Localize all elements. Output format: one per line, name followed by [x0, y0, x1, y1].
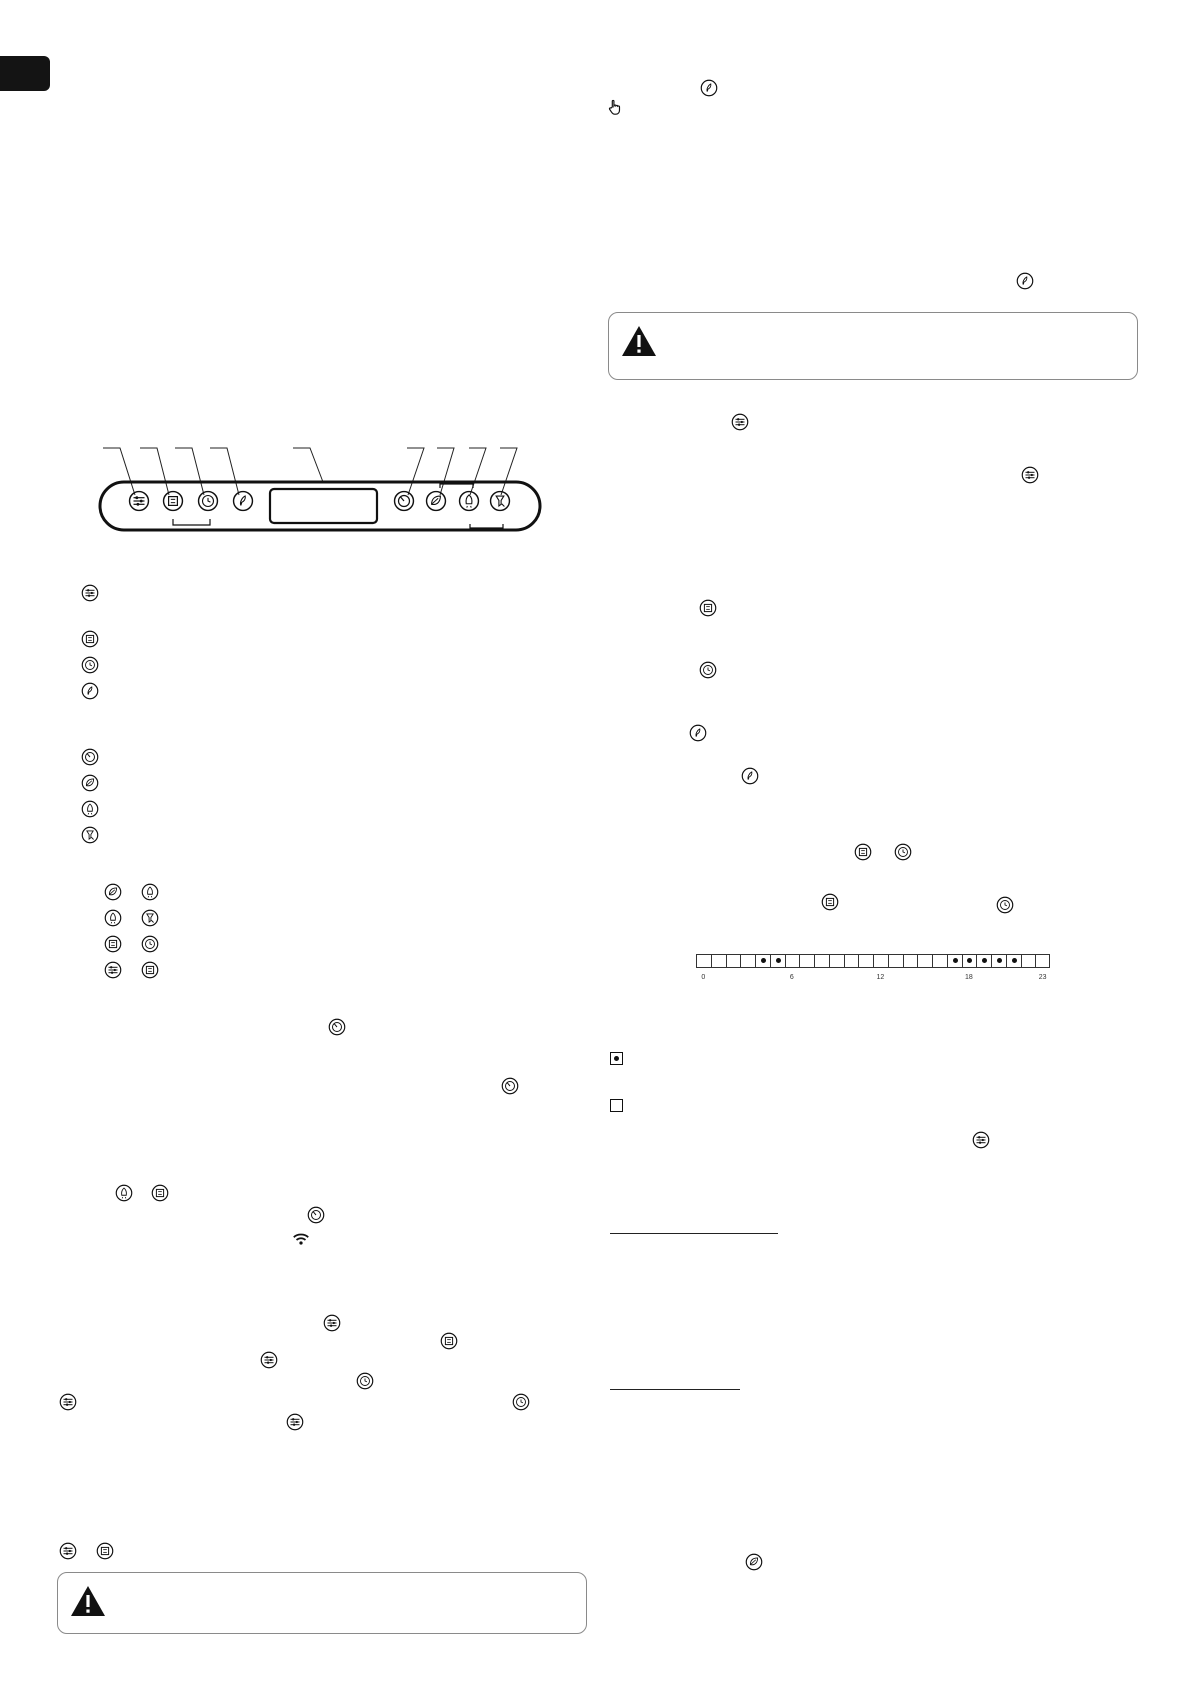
timeline-hour-cell: [932, 954, 947, 968]
panel-eco-button[interactable]: [425, 490, 447, 512]
timeline-hour-cell: [888, 954, 903, 968]
program-icon: [821, 893, 839, 911]
language-tab: [0, 56, 50, 91]
combo-2-filter-icon: [141, 909, 159, 927]
clock-icon: [699, 661, 717, 679]
timeline-hour-cell: [799, 954, 814, 968]
program-icon: [699, 599, 717, 617]
program-icon: [440, 1332, 458, 1350]
warning-icon: [621, 325, 657, 357]
program-icon: [96, 1542, 114, 1560]
combo-1-leaf-icon: [104, 883, 122, 901]
timeline-hour-cell: [873, 954, 888, 968]
fan-icon: [1016, 272, 1034, 290]
rocket-icon: [81, 800, 99, 818]
panel-mode-button[interactable]: [128, 490, 150, 512]
timeline-tick-label: 6: [789, 974, 794, 981]
program-icon: [151, 1184, 169, 1202]
fan-icon: [741, 767, 759, 785]
timeline-hour-cell: [829, 954, 844, 968]
sliders-icon: [59, 1542, 77, 1560]
timeline-hour-cell: [962, 954, 977, 968]
checkbox-empty: [610, 1099, 623, 1112]
program-icon: [854, 843, 872, 861]
combo-4-program-icon: [141, 961, 159, 979]
clock-icon: [512, 1393, 530, 1411]
timeline-hour-cell: [903, 954, 918, 968]
power-icon: [81, 748, 99, 766]
clock-icon: [81, 656, 99, 674]
wifi-icon: [292, 1230, 310, 1248]
panel-program-button[interactable]: [162, 490, 184, 512]
sliders-icon: [81, 584, 99, 602]
combo-3-program-icon: [104, 935, 122, 953]
hand-pointer-icon: [606, 98, 624, 116]
fan-icon: [81, 682, 99, 700]
timeline-hour-cell: [1035, 954, 1050, 968]
sliders-icon: [323, 1314, 341, 1332]
timeline-hour-cell: [976, 954, 991, 968]
timeline-hour-cell: [740, 954, 755, 968]
timeline-active-dot: [982, 958, 987, 963]
fan-icon: [689, 724, 707, 742]
timeline-hour-cell: [755, 954, 770, 968]
leaf-icon: [745, 1553, 763, 1571]
timeline-hour-cell: [858, 954, 873, 968]
program-icon: [81, 630, 99, 648]
power-icon: [307, 1206, 325, 1224]
timeline-active-dot: [967, 958, 972, 963]
clock-icon: [996, 896, 1014, 914]
timeline-tick-label: 0: [701, 974, 706, 981]
section-heading-underline: [610, 1389, 740, 1390]
sliders-icon: [260, 1351, 278, 1369]
filter-icon: [81, 826, 99, 844]
section-heading-underline: [610, 1233, 778, 1234]
timeline-active-dot: [997, 958, 1002, 963]
timeline-hour-cell: [711, 954, 726, 968]
sliders-icon: [731, 413, 749, 431]
timeline-hour-cell: [814, 954, 829, 968]
timeline-hour-cell: [917, 954, 932, 968]
timeline-active-dot: [953, 958, 958, 963]
timeline-hour-cell: [844, 954, 859, 968]
rocket-icon: [115, 1184, 133, 1202]
clock-icon: [356, 1372, 374, 1390]
timeline-hour-cell: [991, 954, 1006, 968]
warning-icon: [70, 1585, 106, 1617]
power-icon: [501, 1077, 519, 1095]
sliders-icon: [972, 1131, 990, 1149]
combo-4-sliders-icon: [104, 961, 122, 979]
leaf-icon: [81, 774, 99, 792]
panel-boost-button[interactable]: [458, 490, 480, 512]
timeline-hour-cell: [1006, 954, 1021, 968]
sliders-icon: [1021, 466, 1039, 484]
clock-icon: [894, 843, 912, 861]
timeline-tick-label: 12: [876, 974, 885, 981]
warning-box-left: [57, 1572, 587, 1634]
combo-3-clock-icon: [141, 935, 159, 953]
timeline-hour-cell: [947, 954, 962, 968]
timeline-tick-label: 18: [964, 974, 973, 981]
timeline-hour-cell: [785, 954, 800, 968]
sliders-icon: [286, 1413, 304, 1431]
timeline-active-dot: [776, 958, 781, 963]
timeline-hour-cell: [726, 954, 741, 968]
timeline-hour-cell: [770, 954, 785, 968]
checkbox-filled: [610, 1052, 623, 1065]
warning-box-right: [608, 312, 1138, 380]
timeline-active-dot: [1012, 958, 1017, 963]
fan-icon: [700, 79, 718, 97]
power-icon: [328, 1018, 346, 1036]
combo-2-rocket-icon: [104, 909, 122, 927]
timeline-hour-cell: [1021, 954, 1036, 968]
panel-filter-button[interactable]: [489, 490, 511, 512]
combo-1-rocket-icon: [141, 883, 159, 901]
panel-power-button[interactable]: [393, 490, 415, 512]
panel-clock-button[interactable]: [197, 490, 219, 512]
sliders-icon: [59, 1393, 77, 1411]
timeline-tick-label: 23: [1038, 974, 1047, 981]
timeline-active-dot: [761, 958, 766, 963]
panel-fan-button[interactable]: [232, 490, 254, 512]
timeline-hour-cell: [696, 954, 711, 968]
